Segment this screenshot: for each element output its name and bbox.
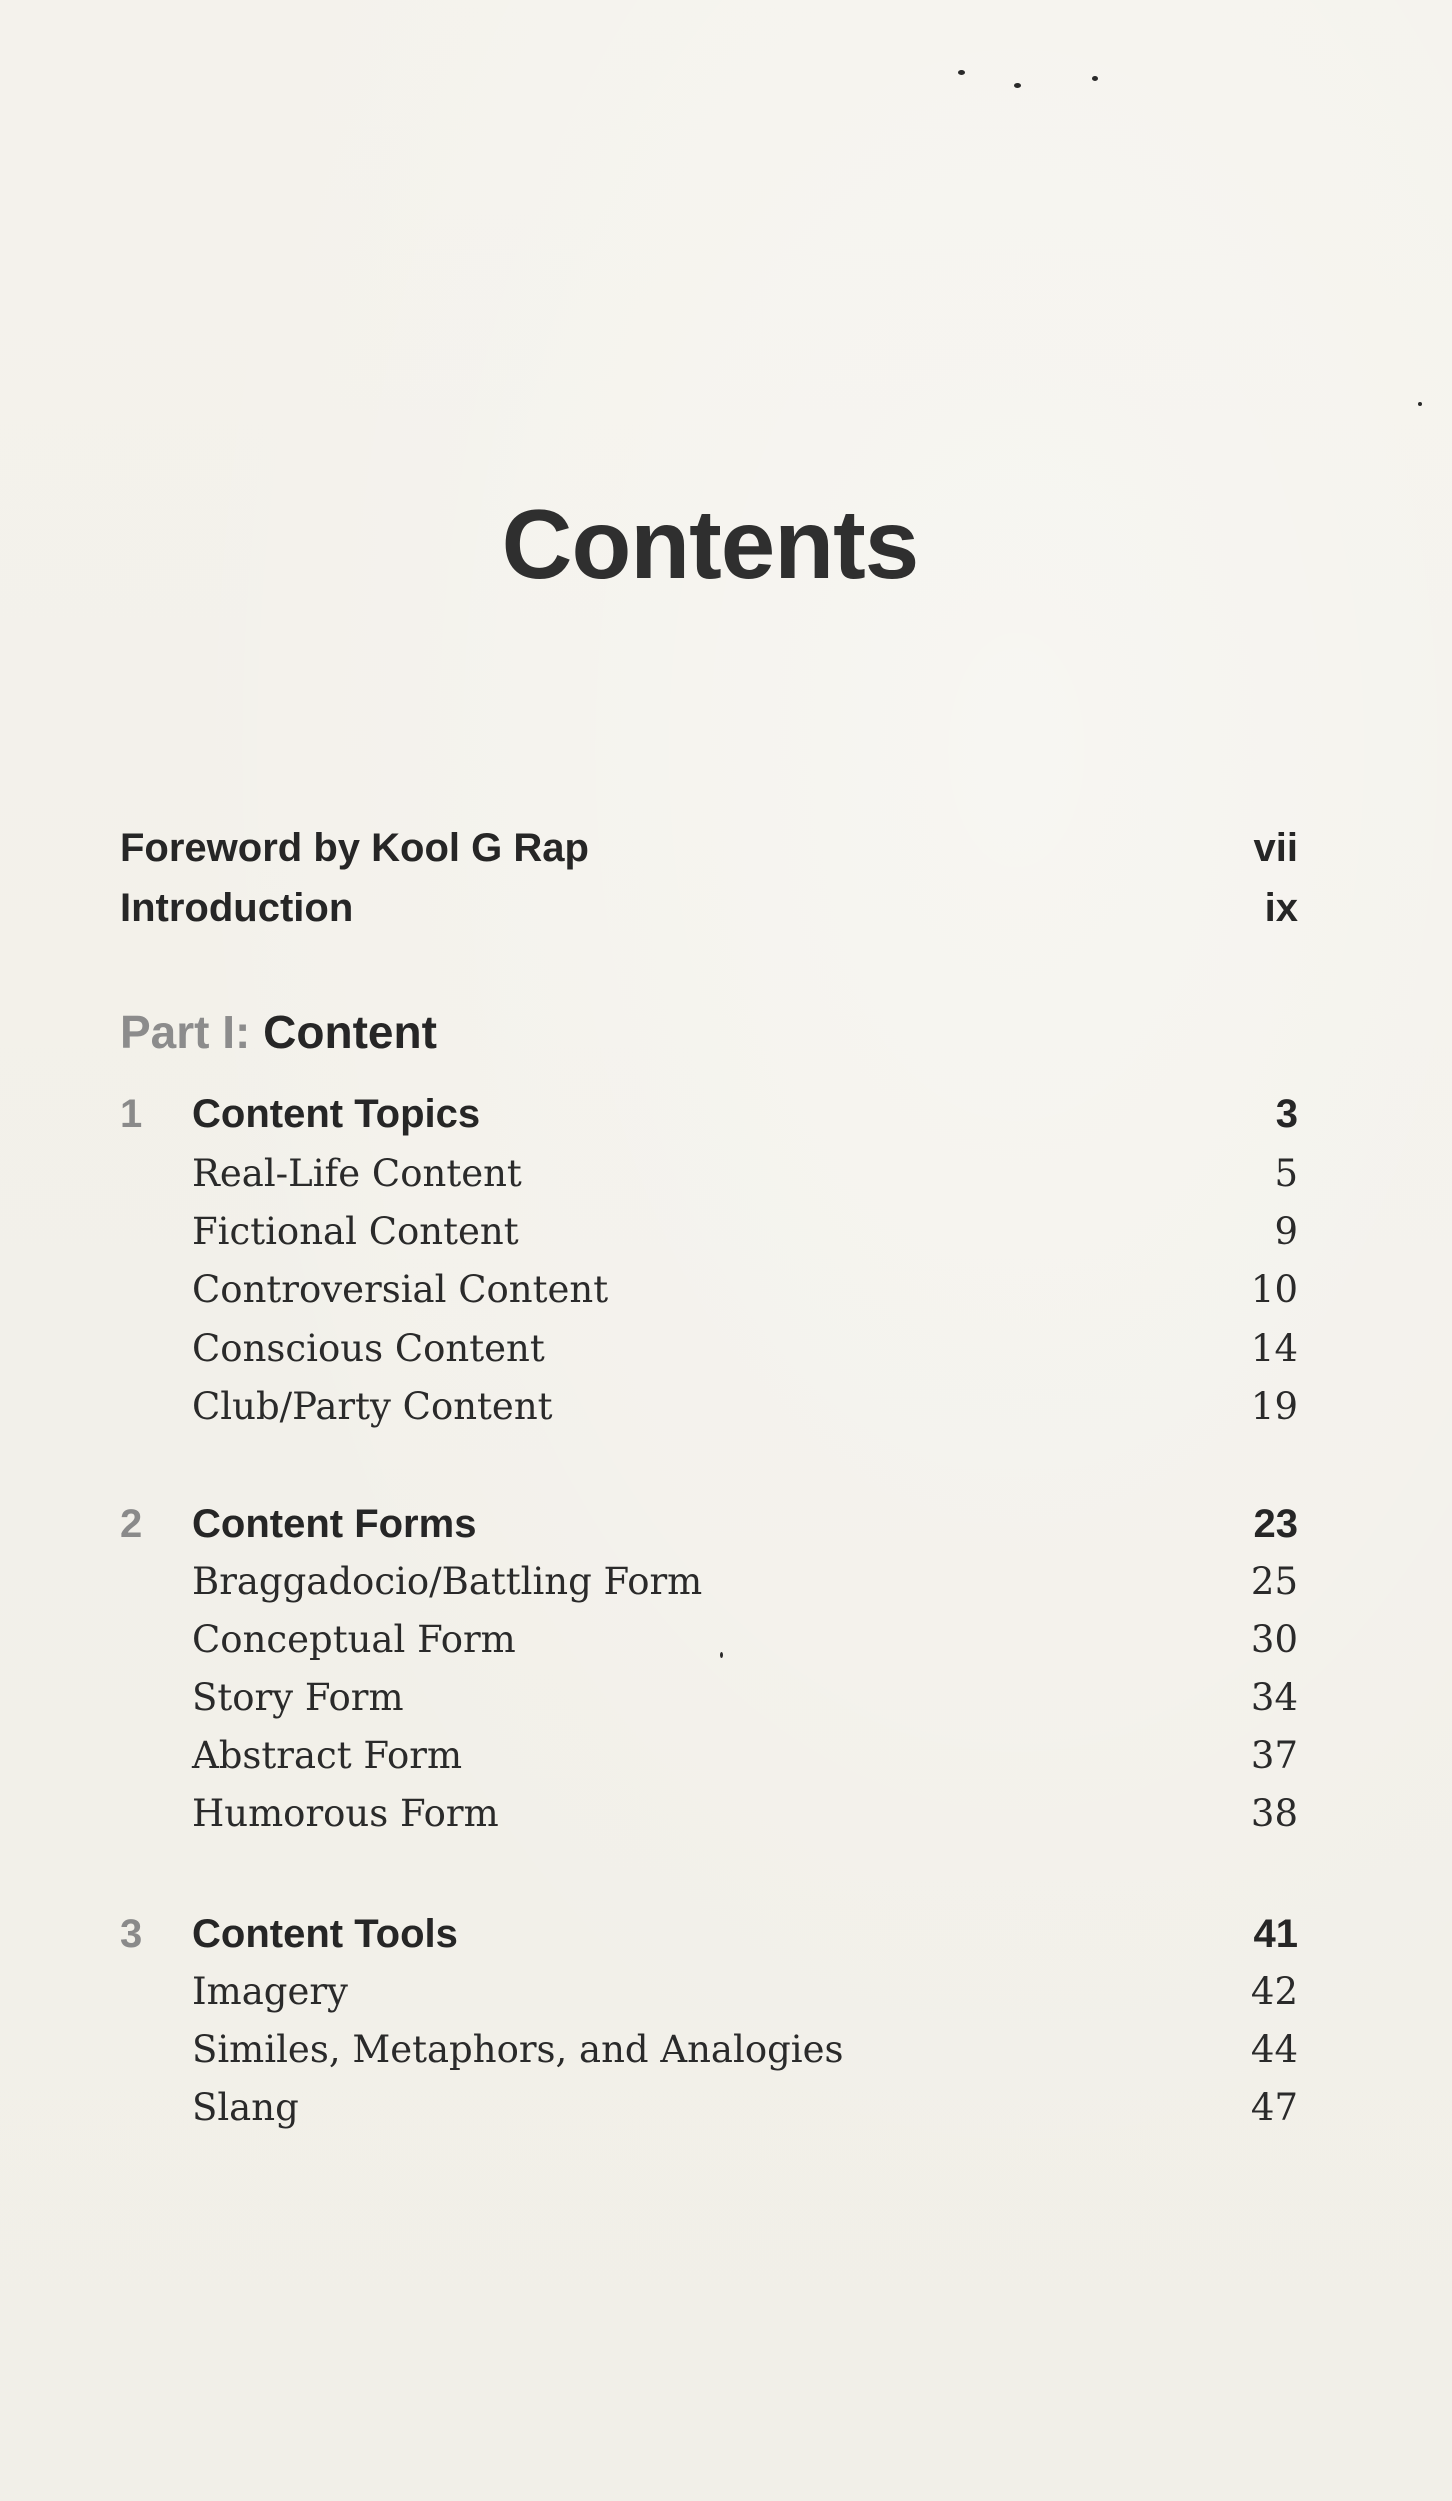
section-title: Slang bbox=[192, 2086, 299, 2129]
section-title: Controversial Content bbox=[192, 1268, 609, 1311]
part-number: Part I: bbox=[120, 1006, 251, 1058]
section-page: 34 bbox=[1250, 1676, 1298, 1719]
chapter-number: 2 bbox=[120, 1502, 143, 1546]
section-page: 38 bbox=[1250, 1792, 1298, 1835]
section-title: Similes, Metaphors, and Analogies bbox=[192, 2028, 844, 2071]
section-page: 25 bbox=[1250, 1560, 1298, 1603]
toc-section[interactable] bbox=[120, 1676, 1298, 1732]
toc-section[interactable] bbox=[120, 2028, 1298, 2084]
section-page: 19 bbox=[1250, 1385, 1298, 1428]
toc-section[interactable] bbox=[120, 1560, 1298, 1616]
section-title: Braggadocio/Battling Form bbox=[192, 1560, 703, 1603]
toc-section[interactable] bbox=[120, 1970, 1298, 2026]
section-title: Story Form bbox=[192, 1676, 404, 1719]
chapter-page: 23 bbox=[1253, 1502, 1298, 1546]
section-page: 9 bbox=[1274, 1210, 1298, 1253]
chapter-number: 1 bbox=[120, 1092, 143, 1136]
toc-entry-label: Introduction bbox=[120, 886, 354, 930]
chapter-page: 41 bbox=[1253, 1912, 1298, 1956]
section-title: Real-Life Content bbox=[192, 1152, 522, 1195]
section-title: Humorous Form bbox=[192, 1792, 499, 1835]
toc-entry-page: vii bbox=[1253, 826, 1298, 870]
section-page: 44 bbox=[1250, 2028, 1298, 2071]
section-title: Club/Party Content bbox=[192, 1385, 553, 1428]
chapter-title: Content Forms bbox=[192, 1502, 477, 1546]
toc-chapter-2[interactable] bbox=[120, 1502, 1298, 1558]
toc-chapter-3[interactable] bbox=[120, 1912, 1298, 1968]
toc-section[interactable] bbox=[120, 1792, 1298, 1848]
toc-section[interactable] bbox=[120, 1268, 1298, 1324]
toc-section[interactable] bbox=[120, 1210, 1298, 1266]
section-title: Imagery bbox=[192, 1970, 348, 2013]
toc-entry-label: Foreword by Kool G Rap bbox=[120, 826, 589, 870]
section-title: Conscious Content bbox=[192, 1327, 545, 1370]
table-of-contents bbox=[120, 0, 1298, 2501]
toc-entry-page: ix bbox=[1264, 886, 1298, 930]
section-title: Abstract Form bbox=[192, 1734, 463, 1777]
part-name: Content bbox=[263, 1006, 437, 1058]
section-page: 14 bbox=[1250, 1327, 1298, 1370]
chapter-title: Content Tools bbox=[192, 1912, 458, 1956]
toc-chapter-1[interactable] bbox=[120, 1092, 1298, 1148]
section-page: 10 bbox=[1250, 1268, 1298, 1311]
toc-section[interactable] bbox=[120, 1327, 1298, 1383]
section-page: 30 bbox=[1250, 1618, 1298, 1661]
toc-section[interactable] bbox=[120, 1618, 1298, 1674]
toc-entry-introduction[interactable] bbox=[120, 886, 1298, 942]
page-title: Contents bbox=[501, 489, 919, 599]
toc-section[interactable] bbox=[120, 2086, 1298, 2142]
toc-section[interactable] bbox=[120, 1385, 1298, 1441]
section-page: 47 bbox=[1250, 2086, 1298, 2129]
chapter-page: 3 bbox=[1275, 1092, 1298, 1136]
section-title: Conceptual Form bbox=[192, 1618, 516, 1661]
toc-section[interactable] bbox=[120, 1152, 1298, 1208]
section-title: Fictional Content bbox=[192, 1210, 519, 1253]
section-page: 42 bbox=[1250, 1970, 1298, 2013]
chapter-number: 3 bbox=[120, 1912, 143, 1956]
toc-section[interactable] bbox=[120, 1734, 1298, 1790]
part-heading bbox=[120, 1005, 437, 1059]
toc-entry-foreword[interactable] bbox=[120, 826, 1298, 882]
section-page: 37 bbox=[1250, 1734, 1298, 1777]
chapter-title: Content Topics bbox=[192, 1092, 481, 1136]
section-page: 5 bbox=[1274, 1152, 1298, 1195]
